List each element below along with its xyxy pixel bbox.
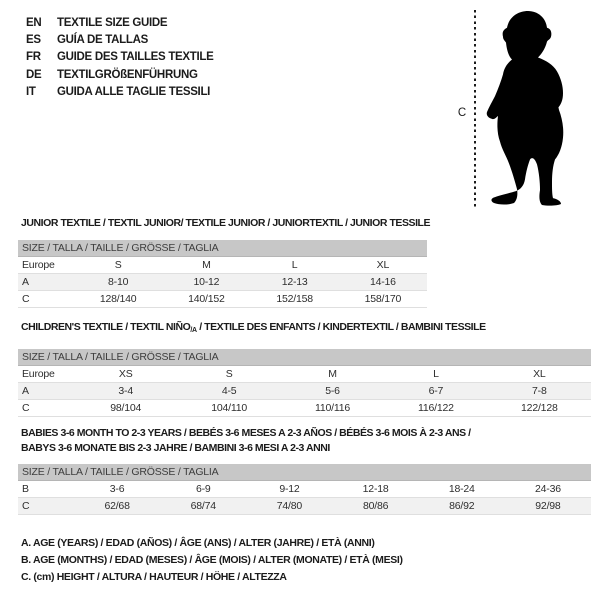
table-title-line1: BABIES 3-6 MONTH TO 2-3 YEARS / BEBÉS 3-6 MESES A 2-3 AÑOS / BÉBÉS 3-6 MOIS À 2-3 ANS / bbox=[21, 427, 471, 439]
footnote-age-months: B. AGE (MONTHS) / EDAD (MESES) / ÂGE (MOIS) / ALTER (MONATE) / ETÀ (MESI) bbox=[21, 554, 403, 567]
cell: 6-9 bbox=[195, 483, 211, 495]
row-label: C bbox=[22, 293, 30, 305]
language-row bbox=[26, 84, 214, 101]
language-code: ES bbox=[26, 34, 41, 47]
cell: 152/158 bbox=[276, 293, 313, 305]
cell: 140/152 bbox=[188, 293, 225, 305]
cell: 4-5 bbox=[221, 385, 237, 397]
junior-size-table bbox=[18, 216, 431, 308]
cell: L bbox=[291, 259, 298, 271]
cell: 14-16 bbox=[369, 276, 396, 288]
language-row bbox=[26, 49, 214, 66]
cell: 158/170 bbox=[364, 293, 402, 305]
babies-size-table bbox=[18, 426, 591, 515]
table-title-text: CHILDREN'S TEXTILE / TEXTIL NIÑO bbox=[21, 321, 191, 333]
children-size-table bbox=[18, 320, 591, 417]
row-label: A bbox=[22, 276, 29, 288]
language-row bbox=[26, 14, 214, 31]
height-dashed-line bbox=[474, 10, 476, 207]
table-row bbox=[18, 291, 427, 308]
cell: M bbox=[202, 259, 211, 271]
table-row bbox=[18, 481, 591, 498]
cell: 5-6 bbox=[325, 385, 340, 397]
table-title-subscript: /A bbox=[190, 327, 197, 334]
table-row bbox=[18, 366, 591, 383]
cell: 68/74 bbox=[190, 500, 216, 512]
cell: L bbox=[433, 368, 439, 380]
cell: M bbox=[328, 368, 337, 380]
language-row bbox=[26, 31, 214, 48]
language-code: EN bbox=[26, 16, 42, 29]
toddler-silhouette-icon bbox=[483, 9, 575, 207]
row-label: B bbox=[22, 483, 29, 495]
table-row bbox=[18, 274, 427, 291]
cell: 104/110 bbox=[211, 402, 247, 414]
legend-footnotes bbox=[21, 535, 403, 587]
language-title: GUÍA DE TALLAS bbox=[57, 34, 148, 47]
size-header-bar: SIZE / TALLA / TAILLE / GRÖSSE / TAGLIA bbox=[18, 464, 591, 481]
cell: XL bbox=[533, 368, 546, 380]
table-title bbox=[18, 320, 591, 338]
table-row bbox=[18, 498, 591, 515]
table-title: JUNIOR TEXTILE / TEXTIL JUNIOR/ TEXTILE JUNIOR / JUNIORTEXTIL / JUNIOR TESSILE bbox=[21, 217, 431, 229]
cell: 6-7 bbox=[428, 385, 444, 397]
language-title-list bbox=[26, 14, 214, 101]
table-row bbox=[18, 257, 427, 274]
cell: 10-12 bbox=[193, 276, 220, 288]
size-header-bar: SIZE / TALLA / TAILLE / GRÖSSE / TAGLIA bbox=[18, 240, 427, 257]
cell: 3-4 bbox=[118, 385, 133, 397]
row-label: Europe bbox=[22, 259, 55, 271]
cell: 12-13 bbox=[281, 276, 308, 288]
cell: 80/86 bbox=[362, 500, 389, 512]
cell: 7-8 bbox=[532, 385, 547, 397]
row-label: C bbox=[22, 402, 30, 414]
row-label: A bbox=[22, 385, 29, 397]
cell: 122/128 bbox=[521, 402, 558, 414]
language-code: FR bbox=[26, 51, 41, 64]
row-label: C bbox=[22, 500, 30, 512]
cell: S bbox=[225, 368, 233, 380]
cell: 92/98 bbox=[535, 500, 561, 512]
language-row bbox=[26, 66, 214, 83]
cell: 74/80 bbox=[276, 500, 303, 512]
language-title: GUIDA ALLE TAGLIE TESSILI bbox=[57, 86, 211, 99]
table-row bbox=[18, 400, 591, 417]
footnote-height-cm: C. (cm) HEIGHT / ALTURA / HAUTEUR / HÖHE / ALTEZZA bbox=[21, 571, 287, 584]
language-code: IT bbox=[26, 86, 36, 99]
cell: 8-10 bbox=[108, 276, 129, 288]
cell: 12-18 bbox=[362, 483, 389, 495]
cell: 62/68 bbox=[104, 500, 130, 512]
cell: S bbox=[114, 259, 122, 271]
cell: 3-6 bbox=[109, 483, 125, 495]
cell: 9-12 bbox=[279, 483, 300, 495]
table-title-line2: BABYS 3-6 MONATE BIS 2-3 JAHRE / BAMBINI 3-6 MESI A 2-3 ANNI bbox=[21, 442, 330, 454]
language-title: TEXTILE SIZE GUIDE bbox=[57, 16, 168, 29]
size-header-bar: SIZE / TALLA / TAILLE / GRÖSSE / TAGLIA bbox=[18, 349, 591, 366]
cell: 98/104 bbox=[110, 402, 142, 414]
cell: 128/140 bbox=[99, 293, 137, 305]
cell: 110/116 bbox=[315, 402, 351, 414]
cell: XL bbox=[376, 259, 390, 271]
row-label: Europe bbox=[22, 368, 55, 380]
cell: 86/92 bbox=[449, 500, 475, 512]
language-code: DE bbox=[26, 68, 42, 81]
height-measure-label: C bbox=[457, 107, 467, 119]
table-row bbox=[18, 383, 591, 400]
language-title: TEXTILGRÖßENFÜHRUNG bbox=[57, 68, 198, 81]
footnote-age-years: A. AGE (YEARS) / EDAD (AÑOS) / ÂGE (ANS) / ALTER (JAHRE) / ETÀ (ANNI) bbox=[21, 537, 375, 549]
cell: 18-24 bbox=[448, 483, 475, 495]
cell: 24-36 bbox=[535, 483, 561, 495]
cell: 116/122 bbox=[418, 402, 454, 414]
table-title-text: / TEXTILE DES ENFANTS / KINDERTEXTIL / BAMBINI TESSILE bbox=[196, 321, 486, 333]
cell: XS bbox=[118, 368, 133, 380]
language-title: GUIDE DES TAILLES TEXTILE bbox=[57, 51, 214, 64]
